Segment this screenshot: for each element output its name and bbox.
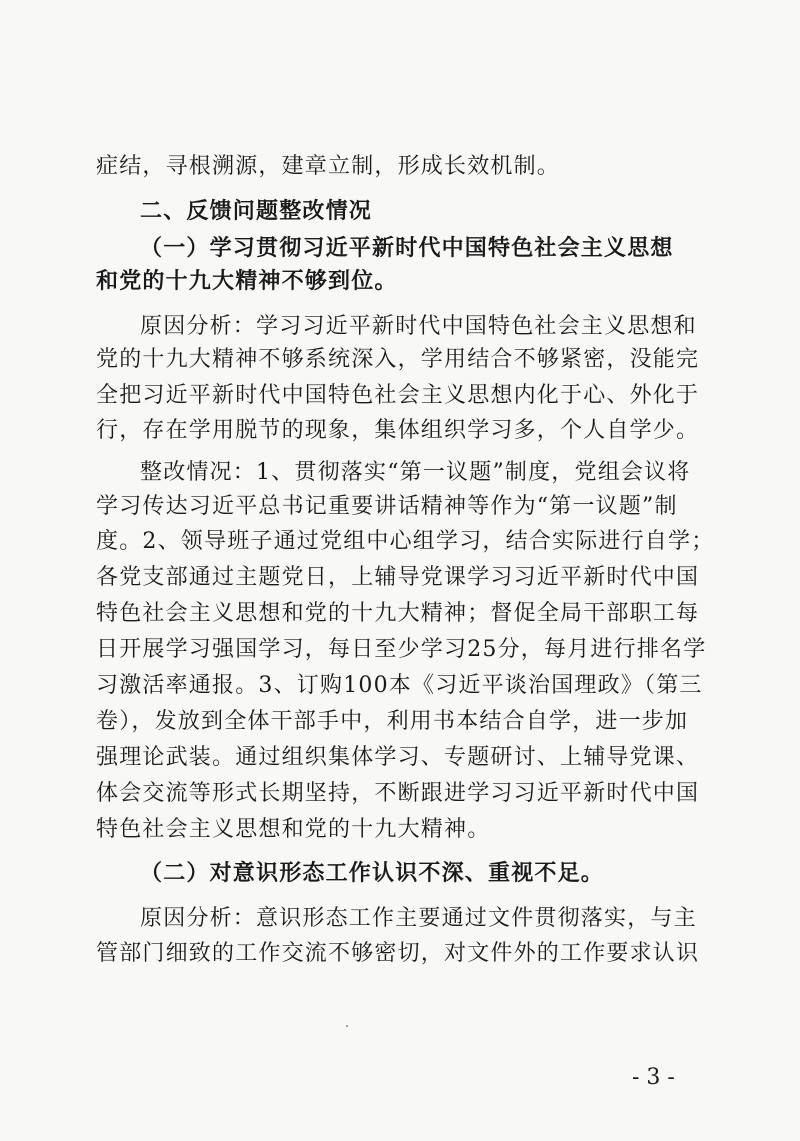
text-line: 特色社会主义思想和党的十九大精神。 [96,817,491,842]
text-line: 日开展学习强国学习，每日至少学习25分，每月进行排名学 [96,637,707,662]
section-heading: 二、反馈问题整改情况 [140,199,373,224]
text-line: 各党支部通过主题党日，上辅导党课学习习近平新时代中国 [96,565,700,590]
text-line: 管部门细致的工作交流不够密切，对文件外的工作要求认识 [96,941,700,966]
text-line: 整改情况：1、贯彻落实“第一议题”制度，党组会议将 [140,460,691,485]
text-line: 学习传达习近平总书记重要讲话精神等作为“第一议题”制 [96,494,678,519]
text-line: 原因分析：学习习近平新时代中国特色社会主义思想和 [140,314,697,339]
text-line: 原因分析：意识形态工作主要通过文件贯彻落实，与主 [140,906,697,931]
text-line: 行，存在学用脱节的现象，集体组织学习多，个人自学少。 [96,418,700,443]
text-line: 习激活率通报。3、订购100本《习近平谈治国理政》（第三 [96,673,703,698]
text-line: 全把习近平新时代中国特色社会主义思想内化于心、外化于 [96,383,700,408]
scan-speck [346,1025,348,1027]
text-line: 强理论武装。通过组织集体学习、专题研讨、上辅导党课、 [96,745,700,770]
subsection-heading-continued: 和党的十九大精神不够到位。 [96,268,398,294]
text-line: 卷），发放到全体干部手中，利用书本结合自学，进一步加 [96,709,689,734]
text-line: 症结，寻根溯源，建章立制，形成长效机制。 [96,154,561,179]
text-line: 体会交流等形式长期坚持，不断跟进学习习近平新时代中国 [96,781,700,806]
text-line: 党的十九大精神不够系统深入，学用结合不够紧密，没能完 [96,347,700,372]
subsection-heading: （二）对意识形态工作认识不深、重视不足。 [140,860,605,886]
text-line: 度。2、领导班子通过党组中心组学习，结合实际进行自学； [96,529,715,554]
subsection-heading: （一）学习贯彻习近平新时代中国特色社会主义思想 [140,235,674,261]
text-line: 特色社会主义思想和党的十九大精神；督促全局干部职工每 [96,601,700,626]
page-number: - 3 - [632,1065,675,1090]
